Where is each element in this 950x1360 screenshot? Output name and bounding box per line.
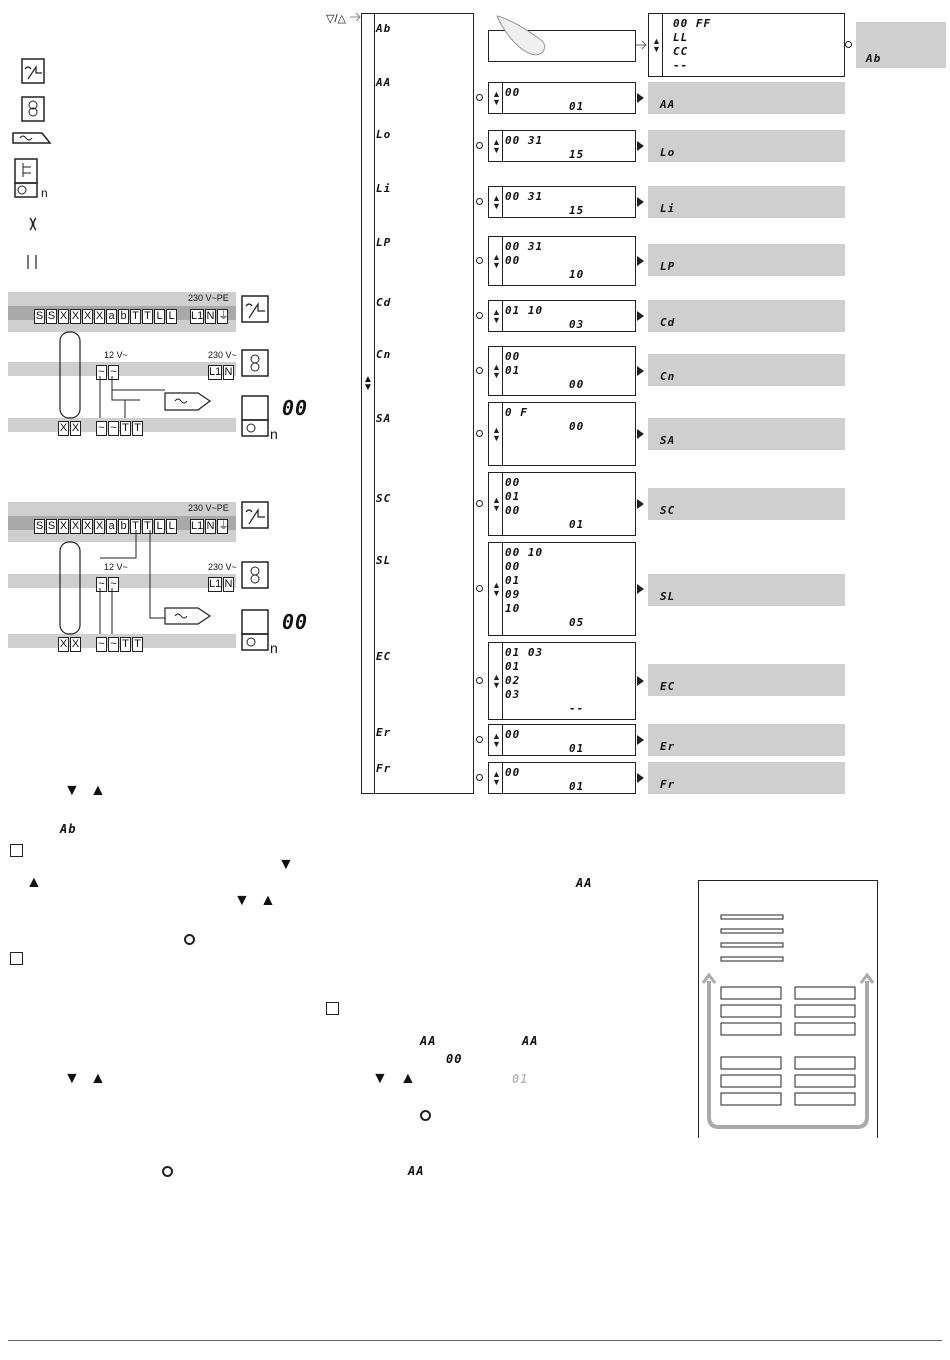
result-bar-sc: SC (648, 488, 845, 520)
up-down-arrows-icon[interactable]: ▲ ▼ (492, 307, 501, 325)
result-bar-cd: Cd (648, 300, 845, 332)
param-value: 03 (505, 688, 521, 701)
up-down-arrows-icon[interactable]: ▲ ▼ (492, 672, 501, 690)
param-value: 0 F (505, 406, 528, 419)
param-value: 00 (505, 504, 521, 517)
arrow-right-icon (637, 197, 644, 207)
door-opener-icon (165, 393, 210, 410)
up-down-arrows-icon[interactable]: ▲ ▼ (492, 193, 501, 211)
param-value: 10 (505, 602, 521, 615)
ok-button[interactable] (476, 142, 483, 149)
down-arrow-icon: ▼ (278, 856, 294, 873)
twisted-pair-icon (30, 218, 36, 230)
ab-result-bar: Ab (856, 22, 946, 68)
param-value: 00 (505, 560, 521, 573)
checkbox[interactable] (10, 952, 23, 965)
param-value: 09 (505, 588, 521, 601)
ok-button[interactable] (845, 41, 852, 48)
menu-item-cd[interactable]: Cd (376, 296, 392, 309)
param-value: 01 (569, 100, 585, 113)
actuator-icon (242, 396, 268, 420)
footer-rule (8, 1340, 942, 1341)
param-value: 02 (505, 674, 521, 687)
param-box-cn (488, 346, 636, 396)
terminal-strip-top: S S X X X X a b T T L L (34, 306, 178, 324)
result-bar-aa: AA (648, 82, 845, 114)
param-value: 15 (569, 204, 585, 217)
menu-item-lo[interactable]: Lo (376, 128, 392, 141)
legend-n: n (41, 186, 48, 200)
ok-button[interactable] (476, 198, 483, 205)
checkbox[interactable] (10, 844, 23, 857)
param-value: 00 (505, 766, 521, 779)
param-box-lo (488, 130, 636, 162)
result-bar-sa: SA (648, 418, 845, 450)
parallel-wire-icon (28, 255, 36, 269)
legend-icons (10, 55, 70, 275)
up-down-arrows-icon[interactable]: ▲ ▼ (492, 425, 501, 443)
ok-icon (162, 1166, 173, 1177)
result-bar-cn: Cn (648, 354, 845, 386)
param-value: 01 (505, 490, 521, 503)
finger-pointer-icon (495, 14, 555, 64)
terminal-strip-top: S S X X X X a b T T L L (34, 516, 178, 534)
ok-button[interactable] (476, 500, 483, 507)
actuator-icon (15, 159, 37, 183)
param-value: 00 (505, 350, 521, 363)
param-value: 00 (505, 476, 521, 489)
param-value: -- (569, 702, 585, 715)
legend (10, 55, 70, 275)
param-value: 05 (569, 616, 585, 629)
menu-item-ab[interactable]: Ab (376, 22, 392, 35)
wiring-lines-1 (0, 280, 320, 450)
param-value: 01 03 (505, 646, 544, 659)
param-box-lp (488, 236, 636, 286)
arrow-right-icon (637, 429, 644, 439)
up-down-arrows-icon[interactable]: ▲ ▼ (492, 252, 501, 270)
down-arrow-icon: ▼ (64, 782, 80, 799)
ok-button[interactable] (476, 677, 483, 684)
wiring-diagram-1: 230 V~PE S S X X X X a b T T L L L1 N ⏚ 12 V~ 230 V~ ~ ~ L1 N X X ~ ~ T T 00 n (0, 280, 320, 450)
device-illustration (698, 880, 878, 1138)
up-down-arrows-icon[interactable]: ▲ ▼ (492, 731, 501, 749)
down-arrow-icon: ▼ (64, 1070, 80, 1087)
up-arrow-icon: ▲ (400, 1070, 416, 1087)
arrow-right-icon (637, 366, 644, 376)
door-opener-icon (165, 608, 210, 624)
ok-button[interactable] (476, 257, 483, 264)
param-value: 00 (505, 728, 521, 741)
up-down-arrows-icon[interactable]: ▲ ▼ (492, 362, 501, 380)
param-value: 00 (505, 86, 521, 99)
ab-values-box: ▲ ▼ 00 FF LL CC -- (648, 13, 845, 77)
ok-button[interactable] (476, 312, 483, 319)
up-arrow-icon: ▲ (260, 892, 276, 909)
param-value: 00 31 (505, 190, 544, 203)
arrow-right-icon (637, 256, 644, 266)
param-value: 00 (505, 254, 521, 267)
menu-item-aa[interactable]: AA (376, 76, 392, 89)
result-bar-li: Li (648, 186, 845, 218)
param-value: 01 10 (505, 304, 544, 317)
param-box-ec (488, 642, 636, 720)
param-value: 01 (505, 574, 521, 587)
arrow-right-icon (637, 141, 644, 151)
ok-button[interactable] (476, 585, 483, 592)
menu-item-sa[interactable]: SA (376, 412, 392, 425)
param-value: 01 (569, 780, 585, 793)
param-value: 00 (569, 420, 585, 433)
menu-item-sl[interactable]: SL (376, 554, 392, 567)
ok-button[interactable] (476, 94, 483, 101)
result-bar-lp: LP (648, 244, 845, 276)
menu-item-er[interactable]: Er (376, 726, 392, 739)
up-down-arrows-icon[interactable]: ▲ ▼ (492, 769, 501, 787)
param-value: 00 (569, 378, 585, 391)
ok-button[interactable] (476, 430, 483, 437)
result-bar-fr: Fr (648, 762, 845, 794)
arrow-right-icon (637, 499, 644, 509)
up-down-arrows-icon[interactable]: ▲ ▼ (492, 89, 501, 107)
param-value: 03 (569, 318, 585, 331)
instructions: ▼ ▲ Ab ▼ ▲ AA ▼ ▲ AA AA 00 ▼ ▲ ▼ ▲ 01 AA (0, 780, 950, 1200)
up-arrow-icon: ▲ (26, 874, 42, 891)
menu-item-li[interactable]: Li (376, 182, 392, 195)
param-box-er (488, 724, 636, 756)
arrow-right-icon (637, 676, 644, 686)
menu-scroll-arrows[interactable]: ▲ ▼ (363, 374, 373, 393)
menu-item-ec[interactable]: EC (376, 650, 392, 663)
wiring-diagram-2: 230 V~PE S S X X X X a b T T L L L1 N ⏚ 12 V~ 230 V~ ~ ~ L1 N X X ~ ~ T T 00 n (0, 490, 320, 660)
menu-item-sc[interactable]: SC (376, 492, 392, 505)
param-box-li (488, 186, 636, 218)
ok-icon (184, 934, 195, 945)
checkbox[interactable] (326, 1002, 339, 1015)
arrow-right-icon (637, 735, 644, 745)
arrow-right-icon (637, 93, 644, 103)
up-down-arrows-icon[interactable]: ▲ ▼ (492, 137, 501, 155)
param-box-sl (488, 542, 636, 636)
up-down-arrows-icon[interactable]: ▲ ▼ (492, 495, 501, 513)
param-value: 00 10 (505, 546, 544, 559)
terminal-mains-top: L1 N ⏚ (191, 310, 229, 322)
param-box-sa (488, 402, 636, 466)
param-value: 00 31 (505, 134, 544, 147)
arrow-right-icon (637, 311, 644, 321)
wiring-lines-2 (0, 490, 320, 660)
down-arrow-icon: ▼ (372, 1070, 388, 1087)
ok-icon (420, 1110, 431, 1121)
up-arrow-icon: ▲ (90, 1070, 106, 1087)
mains-label: 230 V~PE (188, 293, 229, 303)
result-bar-lo: Lo (648, 130, 845, 162)
up-down-label: ▽/△ (326, 13, 346, 25)
actuator-icon (242, 610, 268, 634)
ok-button[interactable] (476, 736, 483, 743)
menu-item-cn[interactable]: Cn (376, 348, 392, 361)
param-box-cd (488, 300, 636, 332)
arrow-right-icon (637, 584, 644, 594)
result-bar-ec: EC (648, 664, 845, 696)
param-value: 01 (569, 742, 585, 755)
menu-item-fr[interactable]: Fr (376, 762, 392, 775)
result-bar-sl: SL (648, 574, 845, 606)
param-box-sc (488, 472, 636, 536)
param-value: 01 (505, 364, 521, 377)
param-value: 00 31 (505, 240, 544, 253)
param-box-aa (488, 82, 636, 114)
display-value: 00 (282, 396, 309, 420)
down-arrow-icon: ▼ (234, 892, 250, 909)
ok-button[interactable] (476, 367, 483, 374)
param-value: 01 (569, 518, 585, 531)
menu-item-lp[interactable]: LP (376, 236, 392, 249)
result-bar-er: Er (648, 724, 845, 756)
param-value: 15 (569, 148, 585, 161)
up-down-arrows-icon[interactable]: ▲ ▼ (492, 580, 501, 598)
param-value: 01 (505, 660, 521, 673)
menu-column (361, 13, 474, 794)
param-value: 10 (569, 268, 585, 281)
up-arrow-icon: ▲ (90, 782, 106, 799)
